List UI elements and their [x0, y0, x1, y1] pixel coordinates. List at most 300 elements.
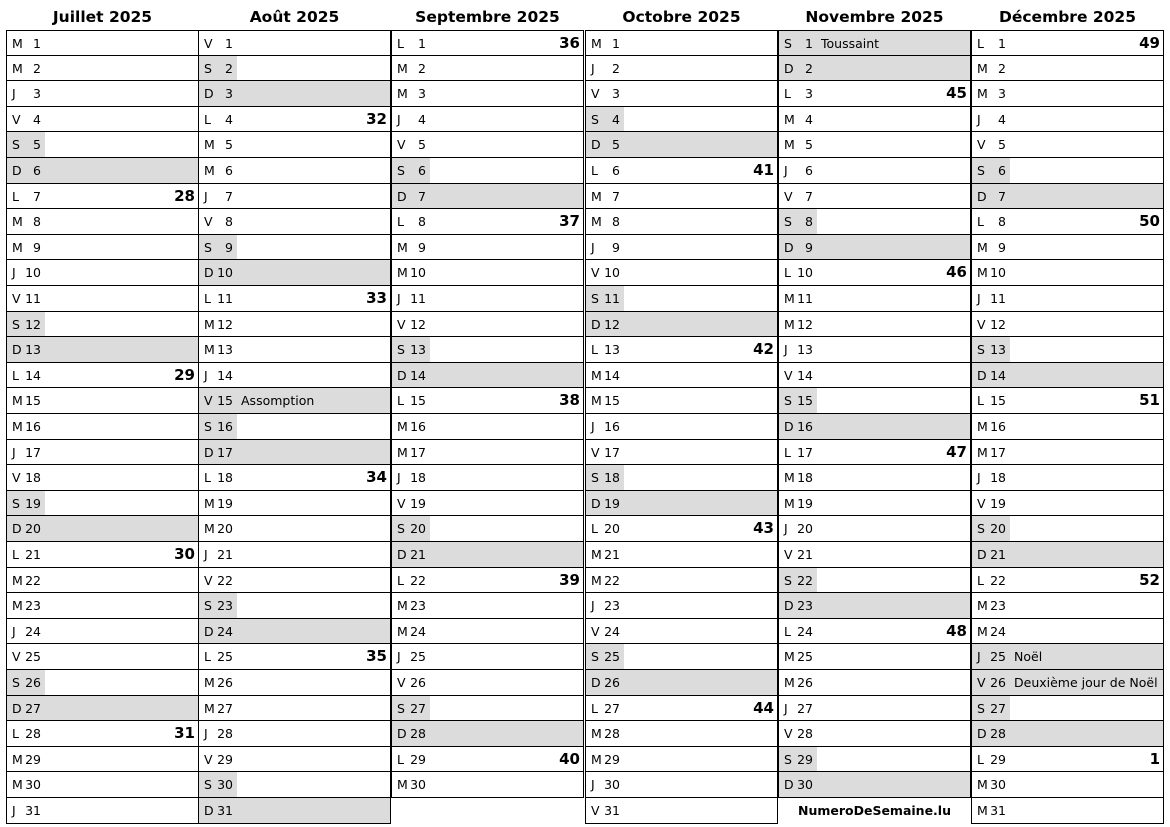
day-row [6, 184, 199, 210]
weekday-letter: D [591, 316, 601, 332]
week-number: 35 [366, 647, 387, 666]
day-number: 11 [990, 291, 1006, 306]
weekday-letter: M [977, 419, 988, 434]
weekday-letter: M [591, 547, 602, 562]
weekday-letter: M [12, 214, 23, 230]
day-number: 29 [410, 751, 426, 767]
day-number: 19 [797, 495, 813, 511]
day-row [6, 260, 199, 286]
weekday-letter: M [204, 675, 215, 690]
weekday-letter: V [397, 675, 406, 690]
day-row [778, 388, 971, 414]
day-row [585, 132, 778, 158]
day-row [6, 363, 199, 389]
day-number: 13 [217, 342, 233, 358]
day-row [778, 696, 971, 722]
day-number: 10 [217, 265, 233, 281]
weekday-letter: D [977, 726, 987, 742]
weekday-letter: M [977, 265, 988, 281]
weekday-letter: M [784, 649, 795, 665]
weekday-letter: J [12, 265, 16, 281]
weekday-letter: S [977, 521, 985, 537]
week-number: 39 [559, 570, 580, 589]
weekday-letter: J [204, 367, 208, 383]
weekday-letter: L [397, 751, 404, 767]
day-row [198, 542, 391, 568]
day-number: 21 [217, 547, 233, 562]
weekday-letter: S [784, 751, 792, 767]
day-number: 13 [604, 342, 620, 358]
day-row [391, 542, 584, 568]
day-row [971, 107, 1164, 133]
day-number: 2 [33, 60, 41, 76]
day-row [198, 286, 391, 312]
weekday-letter: L [591, 521, 598, 537]
day-number: 12 [217, 316, 233, 332]
day-row [391, 184, 584, 210]
day-row [391, 158, 584, 184]
weekday-letter: M [784, 316, 795, 332]
day-number: 17 [217, 444, 233, 460]
day-row [971, 132, 1164, 158]
day-number: 28 [217, 726, 233, 742]
day-number: 30 [797, 777, 813, 793]
day-row [391, 107, 584, 133]
day-row [6, 644, 199, 670]
day-row [198, 644, 391, 670]
weekday-letter: V [784, 367, 793, 383]
weekday-letter: M [12, 393, 23, 409]
day-row [6, 337, 199, 363]
weekday-letter: S [977, 163, 985, 178]
day-row [6, 56, 199, 82]
weekday-letter: S [397, 163, 405, 178]
footer-site-name: NumeroDeSemaine.lu [797, 803, 951, 818]
day-number: 5 [33, 137, 41, 153]
day-row [971, 209, 1164, 235]
day-number: 19 [25, 495, 41, 511]
weekday-letter: L [977, 36, 984, 51]
weekday-letter: D [784, 598, 794, 614]
day-row [585, 209, 778, 235]
day-number: 11 [797, 291, 813, 306]
weekday-letter: M [397, 777, 408, 793]
day-row [6, 542, 199, 568]
weekday-letter: J [591, 60, 595, 76]
day-number: 18 [990, 470, 1006, 486]
weekday-letter: V [12, 291, 21, 306]
weekday-letter: S [591, 649, 599, 665]
day-number: 24 [410, 623, 426, 639]
day-row [778, 158, 971, 184]
day-row [778, 312, 971, 338]
day-row [198, 619, 391, 645]
month-title: Décembre 2025 [998, 8, 1137, 26]
day-number: 14 [217, 367, 233, 383]
day-row [585, 644, 778, 670]
weekday-letter: L [204, 470, 211, 486]
day-number: 25 [604, 649, 620, 665]
day-number: 23 [410, 598, 426, 614]
day-number: 17 [990, 444, 1006, 460]
day-row [391, 568, 584, 594]
day-row [971, 772, 1164, 798]
weekday-letter: M [591, 572, 602, 588]
weekday-letter: D [204, 444, 214, 460]
day-number: 3 [612, 86, 620, 102]
day-number: 9 [225, 239, 233, 255]
day-number: 15 [990, 393, 1006, 409]
weekday-letter: D [591, 137, 601, 153]
day-row [198, 235, 391, 261]
day-number: 6 [805, 163, 813, 178]
weekday-letter: V [784, 726, 793, 742]
day-row [971, 260, 1164, 286]
day-row [585, 158, 778, 184]
weekday-letter: D [397, 726, 407, 742]
day-number: 10 [410, 265, 426, 281]
day-number: 11 [25, 291, 41, 306]
weekday-letter: J [977, 111, 981, 127]
day-row [6, 30, 199, 56]
day-row [778, 593, 971, 619]
day-row [198, 363, 391, 389]
weekday-letter: D [784, 777, 794, 793]
weekday-letter: D [784, 419, 794, 434]
weekday-letter: J [204, 188, 208, 204]
day-number: 30 [217, 777, 233, 793]
weekday-letter: L [12, 726, 19, 742]
day-number: 29 [25, 751, 41, 767]
day-number: 9 [33, 239, 41, 255]
day-number: 14 [990, 367, 1006, 383]
day-number: 18 [797, 470, 813, 486]
day-row [198, 158, 391, 184]
day-row [198, 56, 391, 82]
weekday-letter: J [397, 291, 401, 306]
day-number: 4 [805, 111, 813, 127]
day-row [585, 542, 778, 568]
day-row [198, 491, 391, 517]
weekday-letter: M [12, 239, 23, 255]
day-number: 7 [33, 188, 41, 204]
day-number: 19 [217, 495, 233, 511]
day-number: 1 [225, 36, 233, 51]
day-number: 7 [225, 188, 233, 204]
weekday-letter: J [12, 623, 16, 639]
day-number: 5 [998, 137, 1006, 153]
month-title: Septembre 2025 [415, 8, 560, 26]
day-number: 4 [998, 111, 1006, 127]
day-number: 4 [612, 111, 620, 127]
day-row [778, 721, 971, 747]
day-number: 5 [418, 137, 426, 153]
day-number: 25 [797, 649, 813, 665]
weekday-letter: J [977, 291, 981, 306]
day-number: 23 [990, 598, 1006, 614]
day-number: 4 [418, 111, 426, 127]
day-row [778, 132, 971, 158]
weekday-letter: S [204, 239, 212, 255]
day-row [778, 619, 971, 645]
weekday-letter: S [204, 419, 212, 434]
day-number: 24 [990, 623, 1006, 639]
day-row [585, 798, 778, 824]
weekday-letter: J [397, 470, 401, 486]
day-number: 17 [797, 444, 813, 460]
day-row [198, 772, 391, 798]
weekday-letter: M [204, 700, 215, 716]
day-row [198, 516, 391, 542]
day-row [6, 798, 199, 824]
day-row [778, 30, 971, 56]
weekday-letter: M [204, 342, 215, 358]
weekday-letter: J [784, 521, 788, 537]
day-row [971, 619, 1164, 645]
weekday-letter: L [591, 163, 598, 178]
day-number: 27 [25, 700, 41, 716]
day-row [6, 772, 199, 798]
weekday-letter: L [977, 393, 984, 409]
day-number: 5 [805, 137, 813, 153]
day-row [971, 312, 1164, 338]
weekday-letter: L [784, 623, 791, 639]
day-number: 1 [612, 36, 620, 51]
weekday-letter: L [784, 444, 791, 460]
day-number: 23 [797, 598, 813, 614]
weekday-letter: M [591, 36, 602, 51]
weekday-letter: L [977, 572, 984, 588]
day-number: 13 [25, 342, 41, 358]
day-number: 22 [604, 572, 620, 588]
week-number: 38 [559, 391, 580, 410]
day-number: 9 [805, 239, 813, 255]
day-row [778, 747, 971, 773]
weekday-letter: M [397, 623, 408, 639]
weekday-letter: V [977, 137, 986, 153]
weekday-letter: M [784, 495, 795, 511]
weekday-letter: D [12, 700, 22, 716]
day-row [6, 696, 199, 722]
day-row [391, 260, 584, 286]
day-row [198, 184, 391, 210]
day-number: 23 [604, 598, 620, 614]
day-number: 31 [217, 803, 233, 818]
day-row [6, 158, 199, 184]
day-number: 8 [612, 214, 620, 230]
day-number: 24 [604, 623, 620, 639]
weekday-letter: S [784, 572, 792, 588]
weekday-letter: J [397, 649, 401, 665]
day-number: 27 [410, 700, 426, 716]
day-row [198, 440, 391, 466]
day-row [198, 670, 391, 696]
weekday-letter: S [12, 316, 20, 332]
day-row [6, 209, 199, 235]
day-row [391, 209, 584, 235]
weekday-letter: V [591, 444, 600, 460]
weekday-letter: S [397, 700, 405, 716]
day-row [971, 696, 1164, 722]
day-row [778, 644, 971, 670]
weekday-letter: D [12, 521, 22, 537]
month-column [585, 0, 778, 827]
weekday-letter: J [12, 86, 16, 102]
day-number: 6 [418, 163, 426, 178]
weekday-letter: S [977, 700, 985, 716]
weekday-letter: M [977, 239, 988, 255]
weekday-letter: M [397, 419, 408, 434]
day-number: 17 [604, 444, 620, 460]
weekday-letter: L [397, 36, 404, 51]
weekday-letter: V [977, 675, 986, 690]
week-number: 37 [559, 212, 580, 231]
day-number: 15 [25, 393, 41, 409]
weekday-letter: M [784, 111, 795, 127]
day-row [585, 286, 778, 312]
weekday-letter: V [397, 137, 406, 153]
day-row [6, 465, 199, 491]
day-row [6, 568, 199, 594]
day-row [391, 414, 584, 440]
day-row [391, 363, 584, 389]
day-number: 7 [418, 188, 426, 204]
weekday-letter: M [977, 803, 988, 818]
day-number: 16 [217, 419, 233, 434]
weekday-letter: M [591, 188, 602, 204]
weekday-letter: M [204, 137, 215, 153]
day-number: 13 [797, 342, 813, 358]
weekday-letter: D [397, 188, 407, 204]
day-number: 7 [805, 188, 813, 204]
weekday-letter: D [397, 547, 407, 562]
day-number: 1 [998, 36, 1006, 51]
day-row [971, 30, 1164, 56]
day-row [585, 363, 778, 389]
day-row [971, 721, 1164, 747]
day-row [585, 747, 778, 773]
weekday-letter: D [12, 342, 22, 358]
day-number: 14 [604, 367, 620, 383]
day-row [971, 798, 1164, 824]
weekday-letter: L [591, 700, 598, 716]
day-number: 12 [797, 316, 813, 332]
weekday-letter: L [12, 188, 19, 204]
day-number: 22 [410, 572, 426, 588]
weekday-letter: V [591, 86, 600, 102]
day-number: 5 [612, 137, 620, 153]
day-number: 30 [604, 777, 620, 793]
day-row [778, 772, 971, 798]
weekday-letter: M [12, 36, 23, 51]
day-number: 1 [805, 36, 813, 51]
day-row [6, 747, 199, 773]
day-number: 1 [33, 36, 41, 51]
day-number: 23 [217, 598, 233, 614]
day-number: 29 [604, 751, 620, 767]
day-row [585, 107, 778, 133]
week-number: 51 [1139, 391, 1160, 410]
day-row [6, 593, 199, 619]
day-row [198, 721, 391, 747]
day-number: 7 [612, 188, 620, 204]
weekday-letter: S [12, 675, 20, 690]
day-number: 3 [998, 86, 1006, 102]
day-row [778, 491, 971, 517]
weekday-letter: M [204, 163, 215, 178]
weekday-letter: V [784, 188, 793, 204]
weekday-letter: M [977, 60, 988, 76]
weekday-letter: M [591, 367, 602, 383]
day-number: 14 [797, 367, 813, 383]
weekday-letter: V [591, 623, 600, 639]
weekday-letter: M [977, 598, 988, 614]
day-row [391, 465, 584, 491]
day-row [585, 619, 778, 645]
weekday-letter: D [784, 239, 794, 255]
weekday-letter: M [977, 86, 988, 102]
day-number: 6 [998, 163, 1006, 178]
weekday-letter: M [204, 521, 215, 537]
weekday-letter: L [397, 214, 404, 230]
weekday-letter: V [204, 393, 213, 409]
day-number: 8 [33, 214, 41, 230]
day-number: 1 [418, 36, 426, 51]
day-number: 3 [418, 86, 426, 102]
weekday-letter: M [397, 265, 408, 281]
holiday-label: Assomption [241, 393, 315, 409]
weekday-letter: M [977, 444, 988, 460]
day-number: 21 [990, 547, 1006, 562]
day-number: 16 [25, 419, 41, 434]
day-row [971, 440, 1164, 466]
month-column [778, 0, 971, 827]
day-number: 18 [217, 470, 233, 486]
day-number: 20 [217, 521, 233, 537]
weekday-letter: S [12, 137, 20, 153]
week-number: 45 [946, 84, 967, 103]
weekday-letter: M [591, 726, 602, 742]
weekday-letter: M [784, 291, 795, 306]
day-number: 28 [990, 726, 1006, 742]
weekday-letter: L [204, 291, 211, 306]
day-row [778, 542, 971, 568]
day-number: 15 [410, 393, 426, 409]
weekday-letter: J [204, 726, 208, 742]
day-row [6, 491, 199, 517]
day-row [391, 593, 584, 619]
day-row [585, 388, 778, 414]
day-row [778, 107, 971, 133]
day-number: 20 [797, 521, 813, 537]
month-column [198, 0, 391, 827]
day-number: 2 [998, 60, 1006, 76]
day-row [391, 337, 584, 363]
week-number: 1 [1149, 749, 1160, 768]
day-row [778, 184, 971, 210]
weekday-letter: S [591, 470, 599, 486]
weekday-letter: M [591, 751, 602, 767]
weekday-letter: M [12, 777, 23, 793]
day-number: 12 [604, 316, 620, 332]
day-row [778, 337, 971, 363]
weekday-letter: L [977, 751, 984, 767]
day-row [198, 209, 391, 235]
day-number: 23 [25, 598, 41, 614]
day-row [971, 337, 1164, 363]
day-row [971, 158, 1164, 184]
weekday-letter: J [977, 649, 981, 665]
